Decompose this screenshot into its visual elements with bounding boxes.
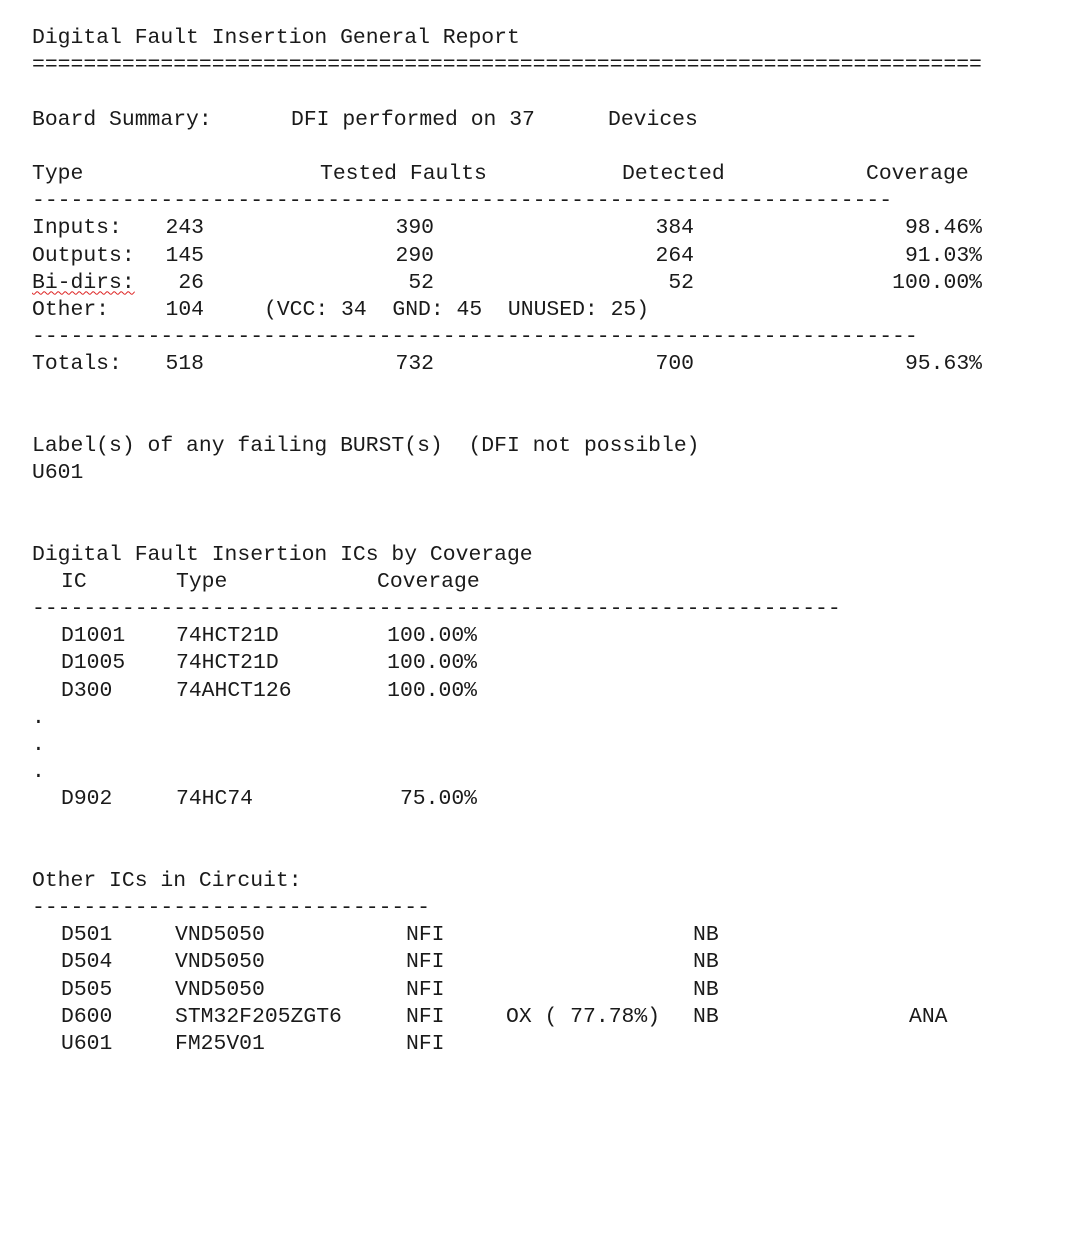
board-summary-devices: Devices [608, 107, 698, 132]
row-other-detail: (VCC: 34 GND: 45 UNUSED: 25) [264, 297, 650, 322]
row-coverage: 100.00% [387, 651, 477, 676]
other-ics-heading: Other ICs in Circuit: [32, 868, 302, 893]
row-count: 518 [165, 352, 204, 377]
row-type: VND5050 [175, 950, 265, 975]
board-summary-label: Board Summary: [32, 107, 212, 132]
row-nfi: NFI [406, 1004, 445, 1029]
row-coverage: 95.63% [904, 352, 982, 377]
row-ox: OX ( 77.78%) [506, 1004, 661, 1029]
row-type: STM32F205ZGT6 [175, 1004, 342, 1029]
row-tested: 52 [408, 270, 434, 295]
row-nfi: NFI [406, 950, 445, 975]
row-type: 74AHCT126 [176, 678, 292, 703]
row-type: 74HCT21D [176, 651, 279, 676]
row-type: Bi-dirs: [32, 270, 135, 295]
row-ana: ANA [909, 1004, 948, 1029]
row-coverage: 100.00% [387, 678, 477, 703]
row-type: Outputs: [32, 243, 135, 268]
table-row [32, 650, 1090, 677]
table-row [32, 1031, 1090, 1058]
row-count: 104 [165, 297, 204, 322]
row-ic: D300 [61, 678, 113, 703]
table-row [32, 1004, 1090, 1031]
table-row-other [32, 297, 1090, 324]
row-ic: D600 [61, 1004, 113, 1029]
row-nb: NB [693, 977, 719, 1002]
ellipsis-dot: . [32, 760, 45, 785]
row-nb: NB [693, 950, 719, 975]
table-row [32, 623, 1090, 650]
table-row [32, 215, 1090, 242]
row-nfi: NFI [406, 1031, 445, 1056]
row-type: VND5050 [175, 977, 265, 1002]
coverage-header-row [32, 569, 1090, 596]
row-ic: D902 [61, 787, 113, 812]
row-type: 74HCT21D [176, 624, 279, 649]
row-ic: U601 [61, 1031, 113, 1056]
row-tested: 290 [395, 243, 434, 268]
row-type: VND5050 [175, 923, 265, 948]
row-ic: D505 [61, 977, 113, 1002]
row-count: 26 [178, 270, 204, 295]
board-summary-text: DFI performed on 37 [291, 107, 535, 132]
row-type: Other: [32, 297, 110, 322]
header-ic: IC [61, 569, 87, 594]
row-coverage: 100.00% [892, 270, 982, 295]
board-summary [32, 107, 1090, 134]
table-row-totals [32, 351, 1090, 378]
row-type: Inputs: [32, 216, 122, 241]
summary-rule: ------------------------------------------------------------------- [32, 189, 893, 214]
row-detected: 700 [655, 352, 694, 377]
row-coverage: 75.00% [399, 787, 477, 812]
row-ic: D501 [61, 923, 113, 948]
report-title: Digital Fault Insertion General Report [32, 26, 520, 50]
row-ic: D1001 [61, 624, 126, 649]
header-type: Type [176, 569, 228, 594]
coverage-heading: Digital Fault Insertion ICs by Coverage [32, 542, 533, 567]
row-nfi: NFI [406, 923, 445, 948]
row-type: 74HC74 [176, 787, 254, 812]
row-nb: NB [693, 1004, 719, 1029]
summary-header-row [32, 161, 1090, 188]
title-rule: ========================================================================== [32, 53, 982, 78]
ellipsis-dot: . [32, 732, 45, 757]
burst-heading: Label(s) of any failing BURST(s) (DFI not possible) [32, 433, 700, 458]
totals-rule: --------------------------------------------------------------------- [32, 325, 918, 350]
row-nfi: NFI [406, 977, 445, 1002]
row-ic: D504 [61, 950, 113, 975]
row-count: 145 [165, 243, 204, 268]
row-tested: 732 [395, 352, 434, 377]
row-tested: 390 [395, 216, 434, 241]
header-coverage: Coverage [866, 161, 969, 186]
row-ic: D1005 [61, 651, 126, 676]
row-count: 243 [165, 216, 204, 241]
report [32, 25, 1090, 1058]
row-coverage: 100.00% [387, 624, 477, 649]
coverage-rule: --------------------------------------------------------------- [32, 596, 841, 621]
row-detected: 52 [668, 270, 694, 295]
header-coverage: Coverage [377, 569, 480, 594]
burst-label: U601 [32, 461, 84, 485]
header-tested-faults: Tested Faults [320, 161, 487, 186]
header-detected: Detected [622, 161, 725, 186]
table-row [32, 949, 1090, 976]
row-nb: NB [693, 923, 719, 948]
other-ics-rule: ------------------------------- [32, 896, 430, 920]
table-row [32, 270, 1090, 297]
table-row [32, 922, 1090, 949]
header-type: Type [32, 161, 84, 186]
table-row [32, 243, 1090, 270]
ellipsis-dot: . [32, 705, 45, 730]
row-type: FM25V01 [175, 1031, 265, 1056]
row-coverage: 91.03% [904, 243, 982, 268]
table-row [32, 786, 1090, 813]
row-coverage: 98.46% [904, 216, 982, 241]
table-row [32, 678, 1090, 705]
table-row [32, 977, 1090, 1004]
row-detected: 384 [655, 216, 694, 241]
row-detected: 264 [655, 243, 694, 268]
row-type: Totals: [32, 352, 122, 377]
